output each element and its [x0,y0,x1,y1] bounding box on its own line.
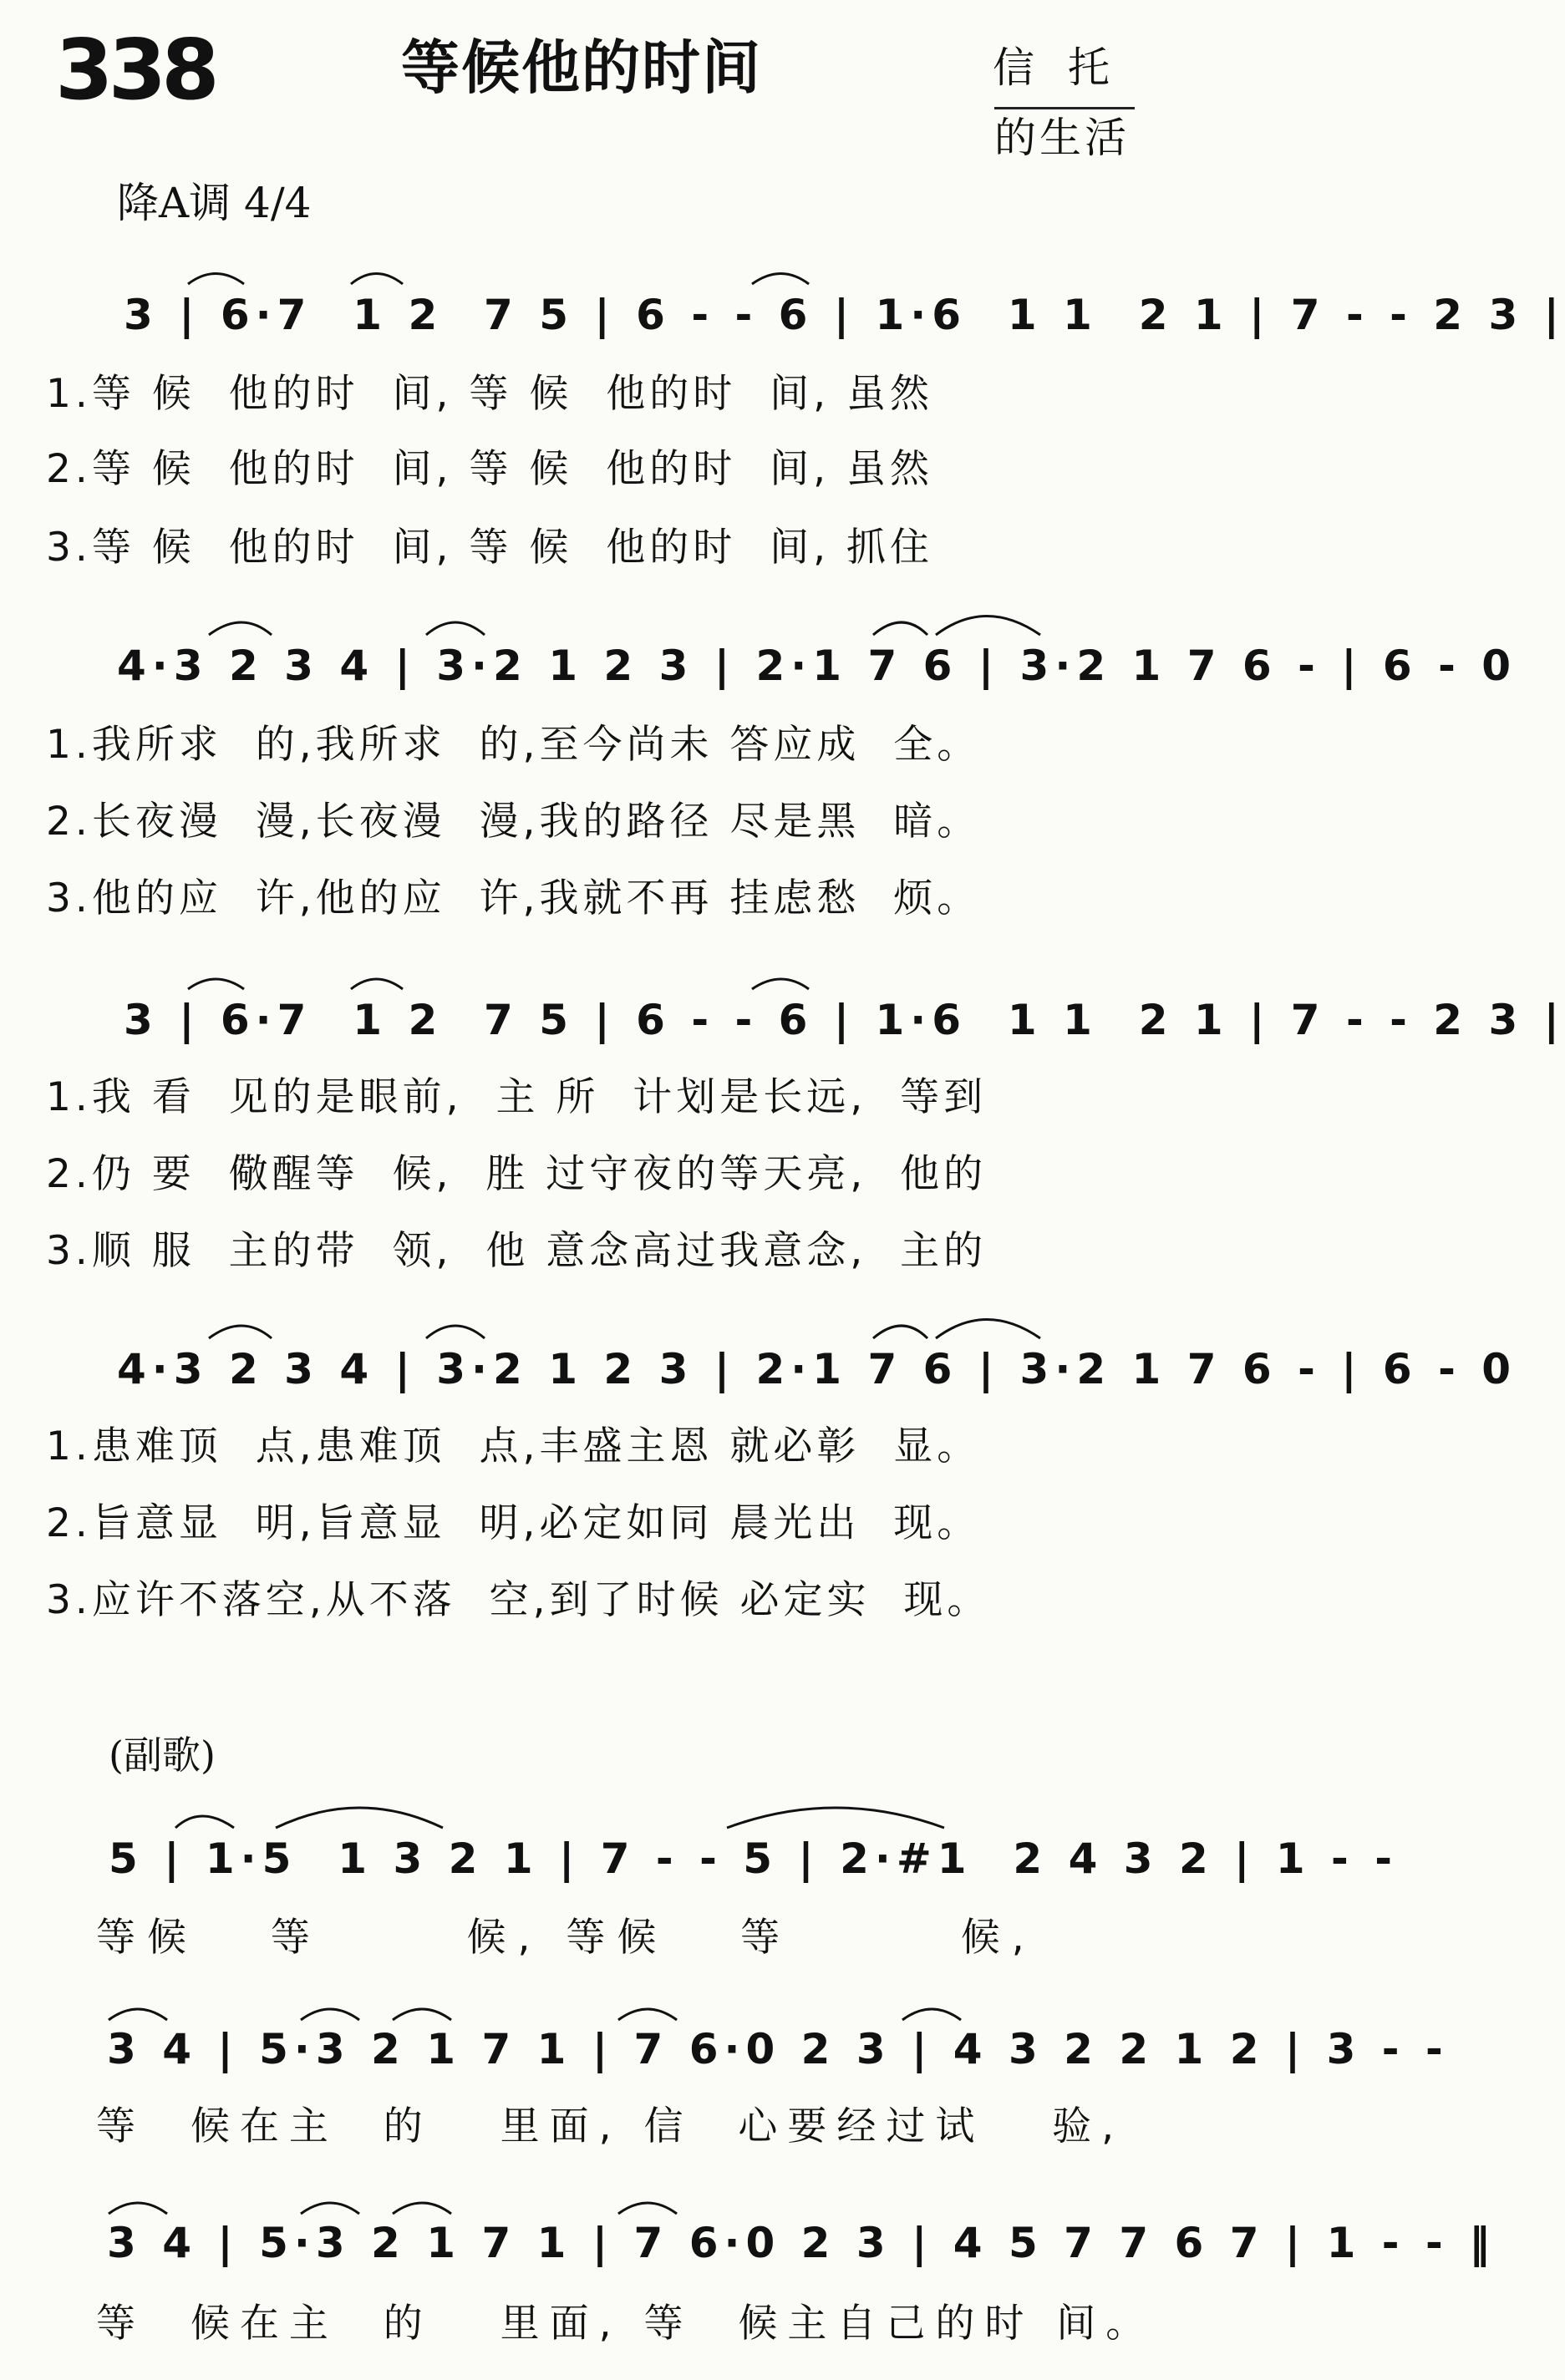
chorus-label: (副歌) [109,1733,216,1778]
lyric-line: 2.旨意显 明,旨意显 明,必定如同 晨光出 现。 [46,1500,981,1546]
lyric-line: 1.我 看 见的是眼前, 主 所 计划是长远, 等到 [46,1074,988,1120]
lyric-line: 3.他的应 许,他的应 许,我就不再 挂虑愁 烦。 [46,875,981,921]
notation-line: 4·3 2 3 4 | 3·2 1 2 3 | 2·1 7 6 | 3·2 1 7 6 - | 6 - 0 [117,1345,1517,1393]
lyric-line: 等 候在主 的 里面, 等 候主自己的时 间。 [96,2301,1156,2347]
lyric-line: 2.长夜漫 漫,长夜漫 漫,我的路径 尽是黑 暗。 [46,799,981,845]
hymn-number: 338 [55,21,215,119]
lyric-line: 2.仍 要 儆醒等 候, 胜 过守夜的等天亮, 他的 [46,1151,988,1197]
hymn-title: 等候他的时间 [401,33,762,102]
key-signature: 降A调 4/4 [117,179,312,227]
lyric-line: 等候 等 候, 等候 等 候, [96,1915,1036,1961]
lyric-line: 2.等 候 他的时 间, 等 候 他的时 间, 虽然 [46,446,934,492]
lyric-line: 1.我所求 的,我所求 的,至今尚未 答应成 全。 [46,722,981,768]
lyric-line: 3.顺 服 主的带 领, 他 意念高过我意念, 主的 [46,1228,988,1274]
lyric-line: 1.等 候 他的时 间, 等 候 他的时 间, 虽然 [46,371,934,417]
lyric-line: 3.应许不落空,从不落 空,到了时候 必定实 现。 [46,1577,991,1623]
category-divider [994,107,1135,109]
category-label-line2: 的生活 [994,114,1130,162]
notation-line: 3 4 | 5·3 2 1 7 1 | 7 6·0 2 3 | 4 3 2 2 1 2 | 3 - - [107,2025,1449,2073]
category-label-line1: 信托 [993,43,1143,92]
notation-line: 3 | 6·7 1 2 7 5 | 6 - - 6 | 1·6 1 1 2 1 | 7 - - 2 3 | [124,291,1565,339]
notation-line: 5 | 1·5 1 3 2 1 | 7 - - 5 | 2·#1 2 4 3 2 | 1 - - [109,1834,1398,1883]
lyric-line: 1.患难顶 点,患难顶 点,丰盛主恩 就必彰 显。 [46,1423,981,1469]
notation-line: 3 4 | 5·3 2 1 7 1 | 7 6·0 2 3 | 4 5 7 7 6 7 | 1 - - ‖ [107,2219,1496,2267]
notation-line: 3 | 6·7 1 2 7 5 | 6 - - 6 | 1·6 1 1 2 1 | 7 - - 2 3 | [124,996,1565,1044]
lyric-line: 等 候在主 的 里面, 信 心要经过试 验, [96,2103,1125,2149]
lyric-line: 3.等 候 他的时 间, 等 候 他的时 间, 抓住 [46,525,934,571]
notation-line: 4·3 2 3 4 | 3·2 1 2 3 | 2·1 7 6 | 3·2 1 7 6 - | 6 - 0 [117,642,1517,690]
